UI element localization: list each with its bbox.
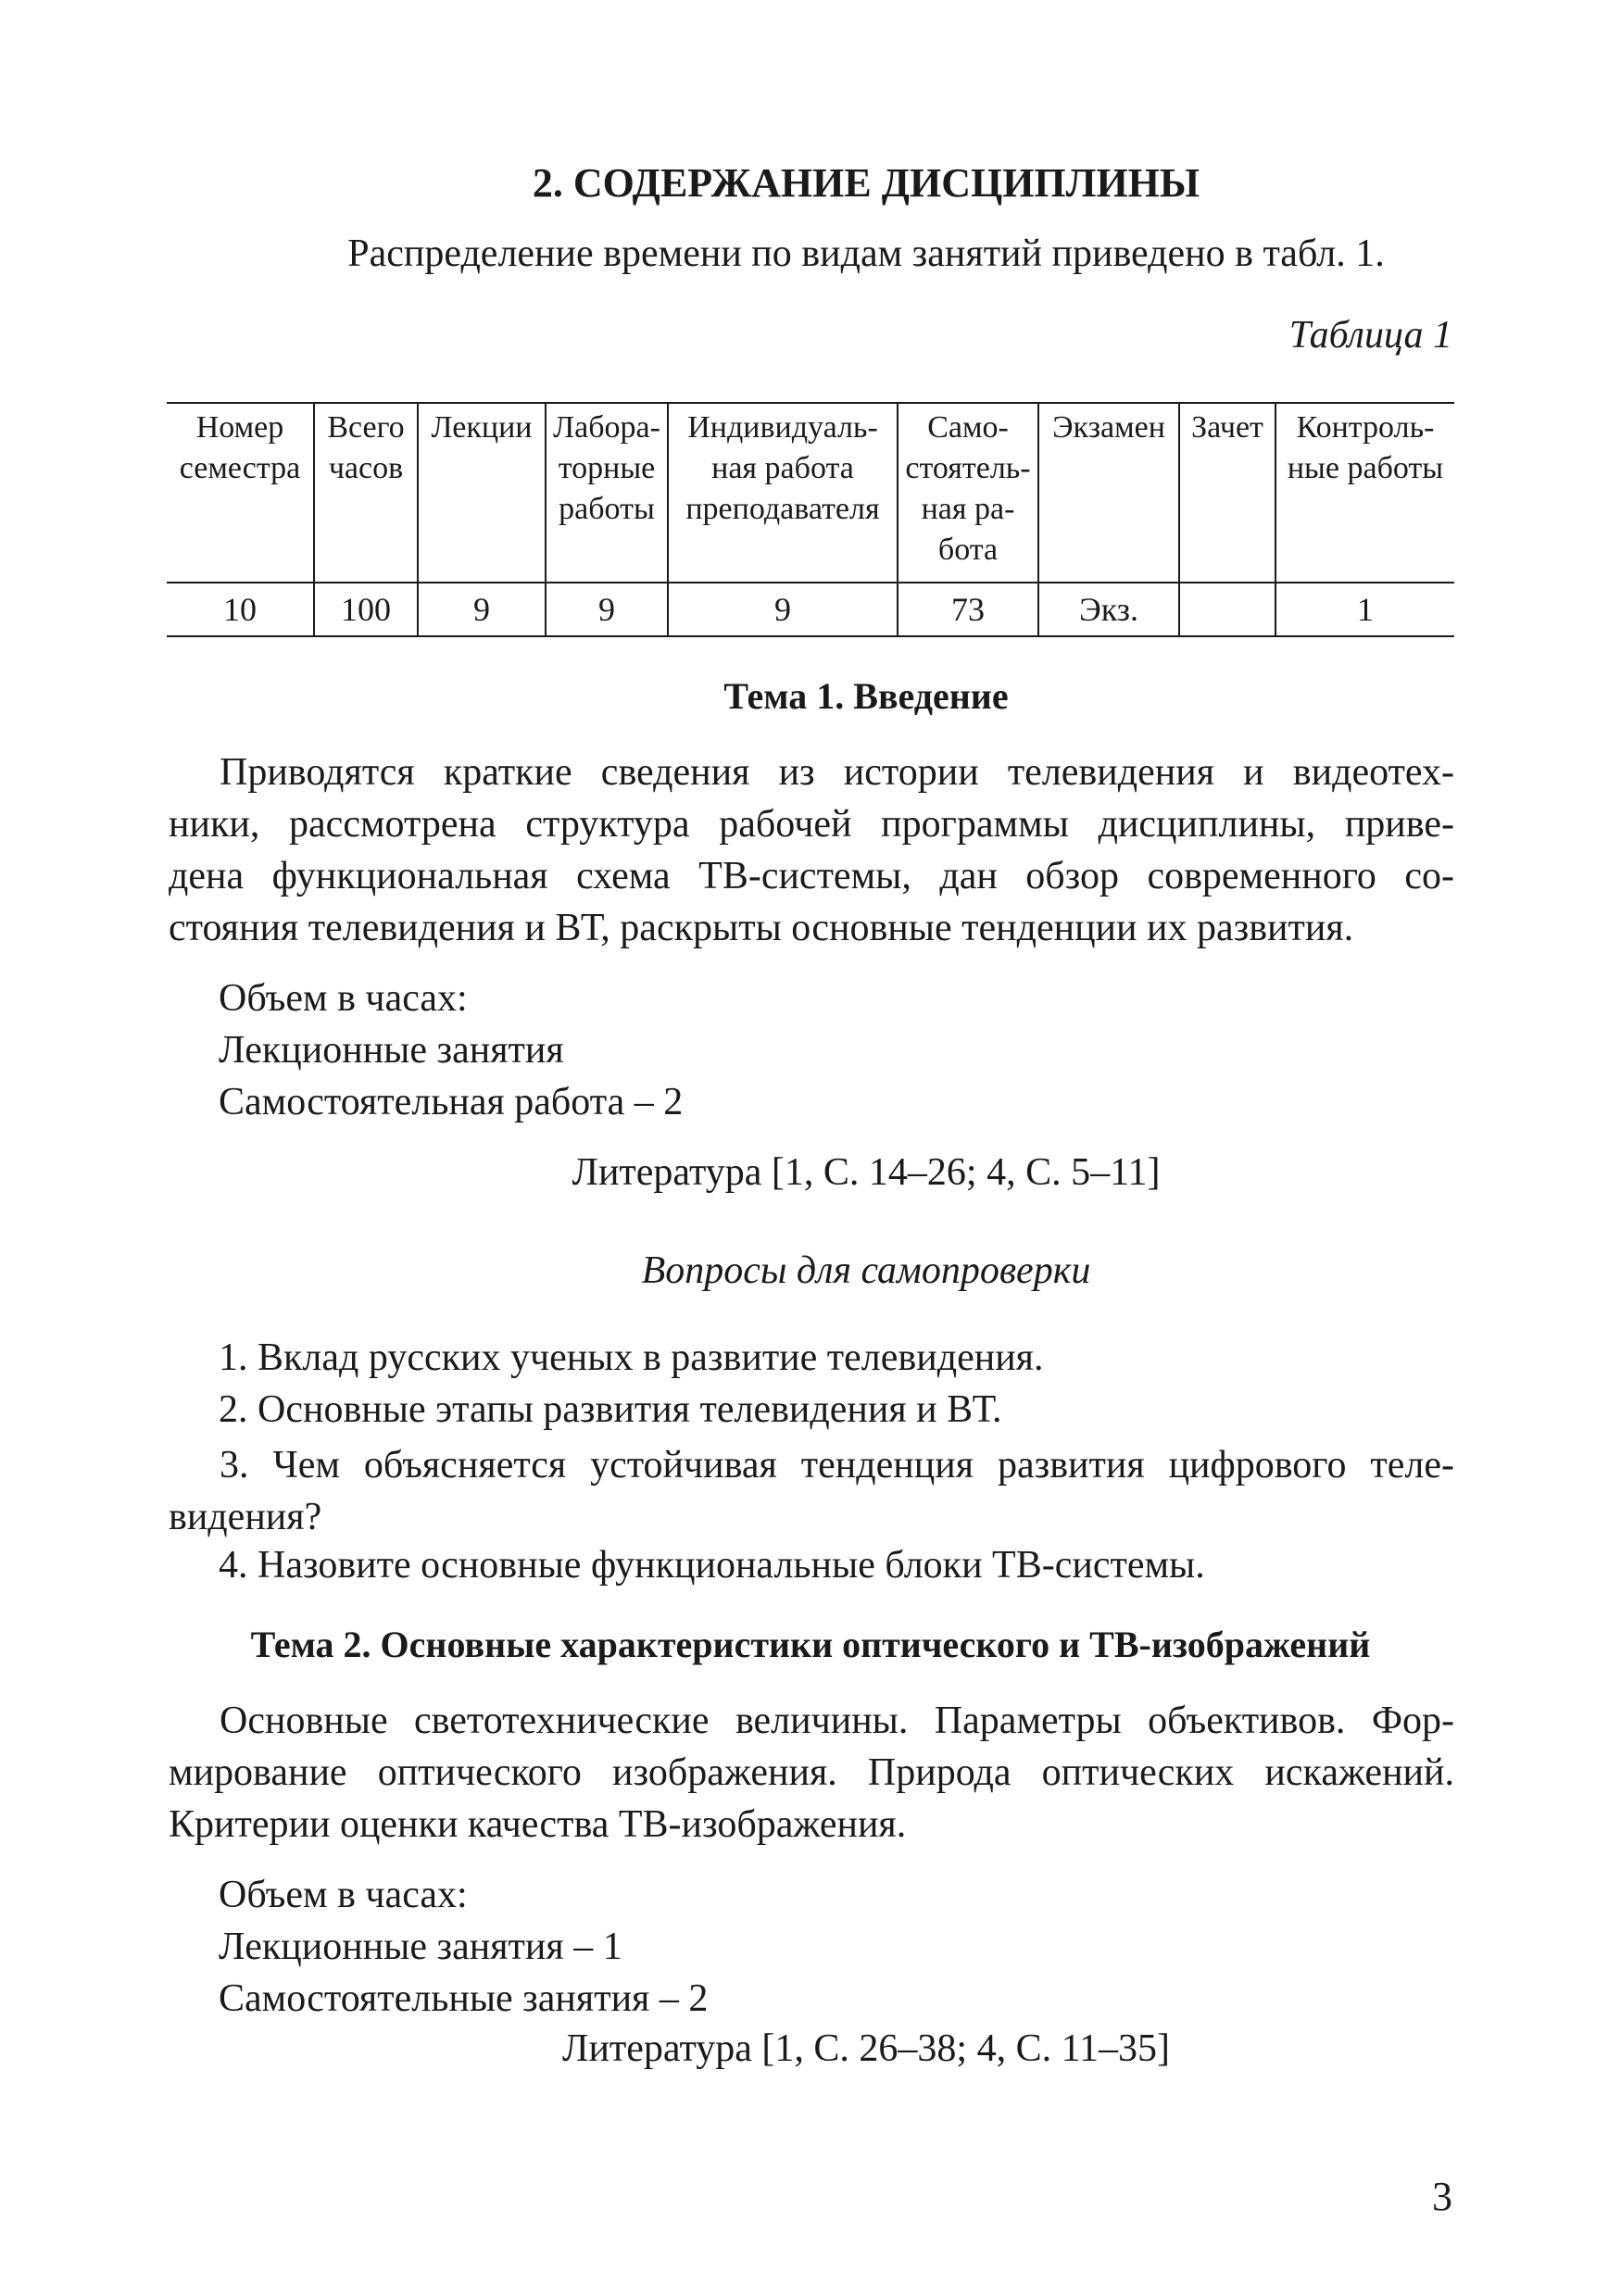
cell-exam: Экз. [1078,591,1138,628]
header-semester: Номер семестра [179,410,301,485]
header-credit: Зачет [1191,410,1263,445]
topic2-hours-label: Объем в часах: [219,1874,468,1916]
paragraph-line: Приводятся краткие сведения из истории телевидения и видеотех- [220,751,1454,794]
topic1-title: Тема 1. Введение [723,675,1009,717]
paragraph-line: дена функциональная схема ТВ-системы, дан обзор современного со- [169,855,1454,897]
paragraph-line: ники, рассмотрена структура рабочей программы дисциплины, приве- [169,803,1454,846]
table-header-divider [167,582,1454,583]
topic1-self-work: Самостоятельная работа – 2 [219,1081,684,1123]
topic2-title: Тема 2. Основные характеристики оптического и ТВ-изображений [250,1624,1371,1665]
header-lectures: Лекции [431,410,533,445]
cell-total-hours: 100 [341,591,391,628]
table-caption: Таблица 1 [1288,314,1452,357]
topic1-paragraph [169,747,1454,954]
section-title: 2. СОДЕРЖАНИЕ ДИСЦИПЛИНЫ [532,160,1200,206]
paragraph-line: мирование оптического изображения. Природа оптических искажений. [169,1751,1454,1794]
header-individual-work: Индивидуаль- ная работа преподавателя [685,410,880,526]
question-item: 2. Основные этапы развития телевидения и ВТ. [219,1388,1002,1431]
cell-tests: 1 [1357,591,1374,628]
topic2-literature: Литература [1, С. 26–38; 4, С. 11–35] [561,2027,1171,2070]
hours-table [167,402,1454,637]
cell-lectures: 9 [473,591,490,628]
cell-individual-work: 9 [774,591,791,628]
topic2-self-work: Самостоятельные занятия – 2 [219,1977,709,2020]
section-intro: Распределение времени по видам занятий приведено в табл. 1. [347,232,1385,275]
cell-credit [1180,585,1275,634]
page-number: 3 [1432,2174,1452,2219]
header-labs: Лабора- торные работы [553,410,660,526]
header-total-hours: Всего часов [327,410,405,485]
topic2-lectures: Лекционные занятия – 1 [219,1926,622,1968]
header-tests: Контроль- ные работы [1287,410,1444,485]
question-item: 4. Назовите основные функциональные блоки ТВ-системы. [219,1544,1205,1587]
question-item-multiline [169,1439,1454,1543]
question-line: 3. Чем объясняется устойчивая тенденция развития цифрового теле- [220,1444,1454,1487]
topic2-paragraph [169,1695,1454,1851]
topic1-questions-title: Вопросы для самопроверки [641,1249,1091,1292]
paragraph-line: Основные светотехнические величины. Параметры объективов. Фор- [220,1700,1454,1742]
question-line: видения? [169,1496,322,1538]
cell-self-work: 73 [951,591,985,628]
topic1-literature: Литература [1, С. 14–26; 4, С. 5–11] [572,1151,1161,1194]
cell-labs: 9 [598,591,615,628]
paragraph-line: Критерии оценки качества ТВ-изображения. [169,1803,907,1846]
topic1-hours-label: Объем в часах: [219,977,468,1020]
question-item: 1. Вклад русских ученых в развитие телевидения. [219,1336,1044,1379]
header-self-work: Само- стоятель- ная ра- бота [905,410,1031,567]
topic1-lectures: Лекционные занятия [219,1029,564,1072]
paragraph-line: стояния телевидения и ВТ, раскрыты основные тенденции их развития. [169,907,1354,949]
cell-semester: 10 [223,591,257,628]
header-exam: Экзамен [1052,410,1165,445]
